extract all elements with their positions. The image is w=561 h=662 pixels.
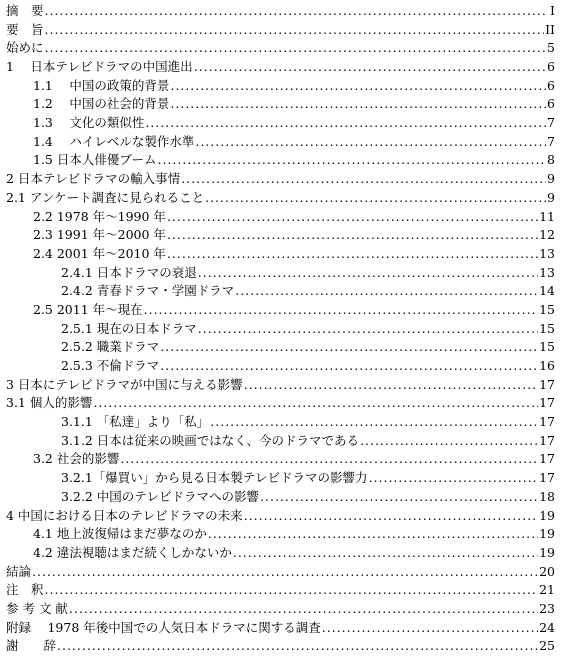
toc-entry-page: 17	[539, 470, 555, 486]
toc-entry-title: 1.3 文化の類似性	[33, 115, 145, 131]
toc-entry-page: 14	[539, 283, 555, 299]
toc-entry-title: 摘 要	[6, 2, 44, 18]
toc-entry[interactable]	[6, 488, 555, 507]
dot-leader	[244, 376, 538, 395]
dot-leader	[235, 282, 538, 301]
toc-entry-page: II	[545, 21, 555, 37]
toc-entry[interactable]	[6, 394, 555, 413]
toc-entry[interactable]	[6, 338, 555, 357]
dot-leader	[205, 189, 546, 208]
toc-entry[interactable]	[6, 581, 555, 600]
dot-leader	[181, 170, 546, 189]
toc-entry-page: 7	[547, 133, 555, 149]
toc-entry[interactable]	[6, 507, 555, 526]
toc-entry-page: 17	[539, 451, 555, 467]
toc-entry[interactable]	[6, 544, 555, 563]
toc-entry-title: 1.5 日本人俳優ブーム	[33, 152, 157, 168]
dot-leader	[369, 469, 539, 488]
toc-entry-title: 4 中国における日本のテレビドラマの未来	[6, 507, 243, 523]
toc-entry-title: 3.1.2 日本は従来の映画ではなく、今のドラマである	[61, 432, 360, 448]
toc-entry-page: 8	[547, 152, 555, 168]
toc-entry-page: 7	[547, 115, 555, 131]
toc-entry[interactable]	[6, 39, 555, 58]
toc-entry[interactable]	[6, 245, 555, 264]
toc-entry[interactable]	[6, 282, 555, 301]
dot-leader	[198, 264, 538, 283]
toc-entry-page: 13	[539, 245, 555, 261]
toc-entry[interactable]	[6, 170, 555, 189]
dot-leader	[45, 21, 545, 40]
dot-leader	[57, 637, 538, 656]
toc-entry-page: 12	[539, 227, 555, 243]
toc-entry[interactable]	[6, 77, 555, 96]
toc-entry-page: 19	[539, 507, 555, 523]
dot-leader	[45, 39, 546, 58]
toc-entry-title: 4.2 違法視聴はまだ続くしかないか	[33, 544, 232, 560]
toc-entry-page: 18	[539, 488, 555, 504]
toc-entry-page: 17	[539, 414, 555, 430]
toc-entry[interactable]	[6, 563, 555, 582]
toc-entry[interactable]	[6, 619, 555, 638]
toc-entry-title: 参 考 文 献	[6, 600, 68, 616]
toc-entry[interactable]	[6, 376, 555, 395]
dot-leader	[244, 507, 538, 526]
dot-leader	[322, 619, 538, 638]
dot-leader	[194, 58, 546, 77]
toc-entry-title: 要 旨	[6, 21, 44, 37]
toc-entry-title: 2.4 2001 年～2010 年	[33, 245, 166, 261]
toc-entry-page: 16	[539, 358, 555, 374]
toc-entry[interactable]	[6, 189, 555, 208]
toc-entry[interactable]	[6, 637, 555, 656]
toc-entry-title: 附録 1978 年後中国での人気日本ドラマに関する調査	[6, 619, 321, 635]
toc-entry-page: 6	[547, 59, 555, 75]
toc-entry-page: 15	[539, 320, 555, 336]
dot-leader	[208, 525, 538, 544]
dot-leader	[45, 2, 546, 21]
dot-leader	[260, 488, 538, 507]
toc-entry-page: 6	[547, 77, 555, 93]
dot-leader	[145, 114, 546, 133]
toc-entry[interactable]	[6, 413, 555, 432]
dot-leader	[144, 301, 538, 320]
toc-entry[interactable]	[6, 600, 555, 619]
toc-entry-title: 1.2 中国の社会的背景	[33, 96, 170, 112]
dot-leader	[32, 563, 538, 582]
toc-entry-title: 3.1 個人的影響	[6, 395, 93, 411]
toc-entry-title: 2.4.2 青春ドラマ・学園ドラマ	[61, 283, 235, 299]
toc-entry-title: 1.4 ハイレベルな製作水準	[33, 133, 195, 149]
toc-entry-page: 23	[539, 600, 555, 616]
toc-entry-title: 3.2.1「爆買い」から見る日本製テレビドラマの影響力	[61, 470, 368, 486]
toc-entry-title: 2.2 1978 年～1990 年	[33, 208, 166, 224]
toc-entry[interactable]	[6, 208, 555, 227]
dot-leader	[167, 226, 538, 245]
dot-leader	[69, 600, 538, 619]
toc-entry-title: 3.2 社会的影響	[33, 451, 120, 467]
toc-entry-page: 21	[539, 582, 555, 598]
toc-entry[interactable]	[6, 451, 555, 470]
toc-entry-page: 17	[539, 432, 555, 448]
toc-entry[interactable]	[6, 432, 555, 451]
dot-leader	[198, 320, 538, 339]
toc-entry-title: 2.5.3 不倫ドラマ	[61, 358, 160, 374]
toc-entry-title: 3.2.2 中国のテレビドラマへの影響	[61, 488, 260, 504]
toc-entry-page: I	[550, 2, 555, 18]
dot-leader	[233, 544, 538, 563]
toc-entry-page: 20	[539, 563, 555, 579]
toc-entry[interactable]	[6, 114, 555, 133]
toc-entry-title: 始めに	[6, 40, 44, 56]
toc-entry-title: 2.5.1 現在の日本ドラマ	[61, 320, 197, 336]
toc-entry-title: 2.5.2 職業ドラマ	[61, 339, 160, 355]
toc-entry[interactable]	[6, 525, 555, 544]
toc-entry[interactable]	[6, 152, 555, 171]
toc-entry-page: 25	[539, 638, 555, 654]
dot-leader	[160, 338, 538, 357]
toc-entry-page: 24	[539, 619, 555, 635]
toc-entry-title: 2.4.1 日本ドラマの衰退	[61, 264, 197, 280]
dot-leader	[160, 357, 538, 376]
toc-entry-page: 5	[547, 40, 555, 56]
dot-leader	[195, 133, 546, 152]
toc-entry-page: 9	[547, 189, 555, 205]
toc-entry-title: 3 日本にテレビドラマが中国に与える影響	[6, 376, 243, 392]
toc-entry-page: 6	[547, 96, 555, 112]
toc-entry-page: 17	[539, 376, 555, 392]
toc-entry-title: 2.5 2011 年～現在	[33, 301, 143, 317]
toc-entry-page: 13	[539, 264, 555, 280]
toc-entry[interactable]	[6, 301, 555, 320]
toc-entry-page: 19	[539, 526, 555, 542]
toc-entry-page: 19	[539, 544, 555, 560]
dot-leader	[93, 394, 538, 413]
toc-entry-page: 17	[539, 395, 555, 411]
dot-leader	[167, 208, 538, 227]
toc-entry-title: 2.3 1991 年～2000 年	[33, 227, 166, 243]
toc-entry-page: 9	[547, 171, 555, 187]
toc-entry[interactable]	[6, 133, 555, 152]
dot-leader	[167, 245, 538, 264]
toc-entry[interactable]	[6, 264, 555, 283]
toc-entry[interactable]	[6, 320, 555, 339]
toc-entry-page: 11	[539, 208, 555, 224]
toc-entry-title: 謝 辞	[6, 638, 57, 654]
toc-entry[interactable]	[6, 226, 555, 245]
toc-entry-title: 2 日本テレビドラマの輸入事情	[6, 171, 181, 187]
toc-entry-title: 2.1 アンケート調査に見られること	[6, 189, 205, 205]
toc-entry[interactable]	[6, 357, 555, 376]
toc-entry[interactable]	[6, 469, 555, 488]
dot-leader	[157, 151, 546, 170]
dot-leader	[360, 432, 538, 451]
dot-leader	[170, 95, 546, 114]
dot-leader	[120, 450, 538, 469]
toc-entry-title: 4.1 地上波復帰はまだ夢なのか	[33, 526, 207, 542]
toc-entry[interactable]	[6, 95, 555, 114]
toc-entry-title: 結論	[6, 563, 32, 579]
toc-entry-page: 15	[539, 339, 555, 355]
dot-leader	[45, 581, 539, 600]
toc-entry-title: 1.1 中国の政策的背景	[33, 77, 170, 93]
toc-entry-title: 3.1.1 「私達」より「私」	[61, 414, 210, 430]
toc-entry-page: 15	[539, 301, 555, 317]
toc-entry-title: 1 日本テレビドラマの中国進出	[6, 59, 193, 75]
dot-leader	[170, 77, 546, 96]
dot-leader	[210, 413, 538, 432]
toc-entry[interactable]	[6, 58, 555, 77]
toc-entry-title: 注 釈	[6, 582, 44, 598]
toc-entry[interactable]	[6, 2, 555, 21]
toc-entry[interactable]	[6, 21, 555, 40]
